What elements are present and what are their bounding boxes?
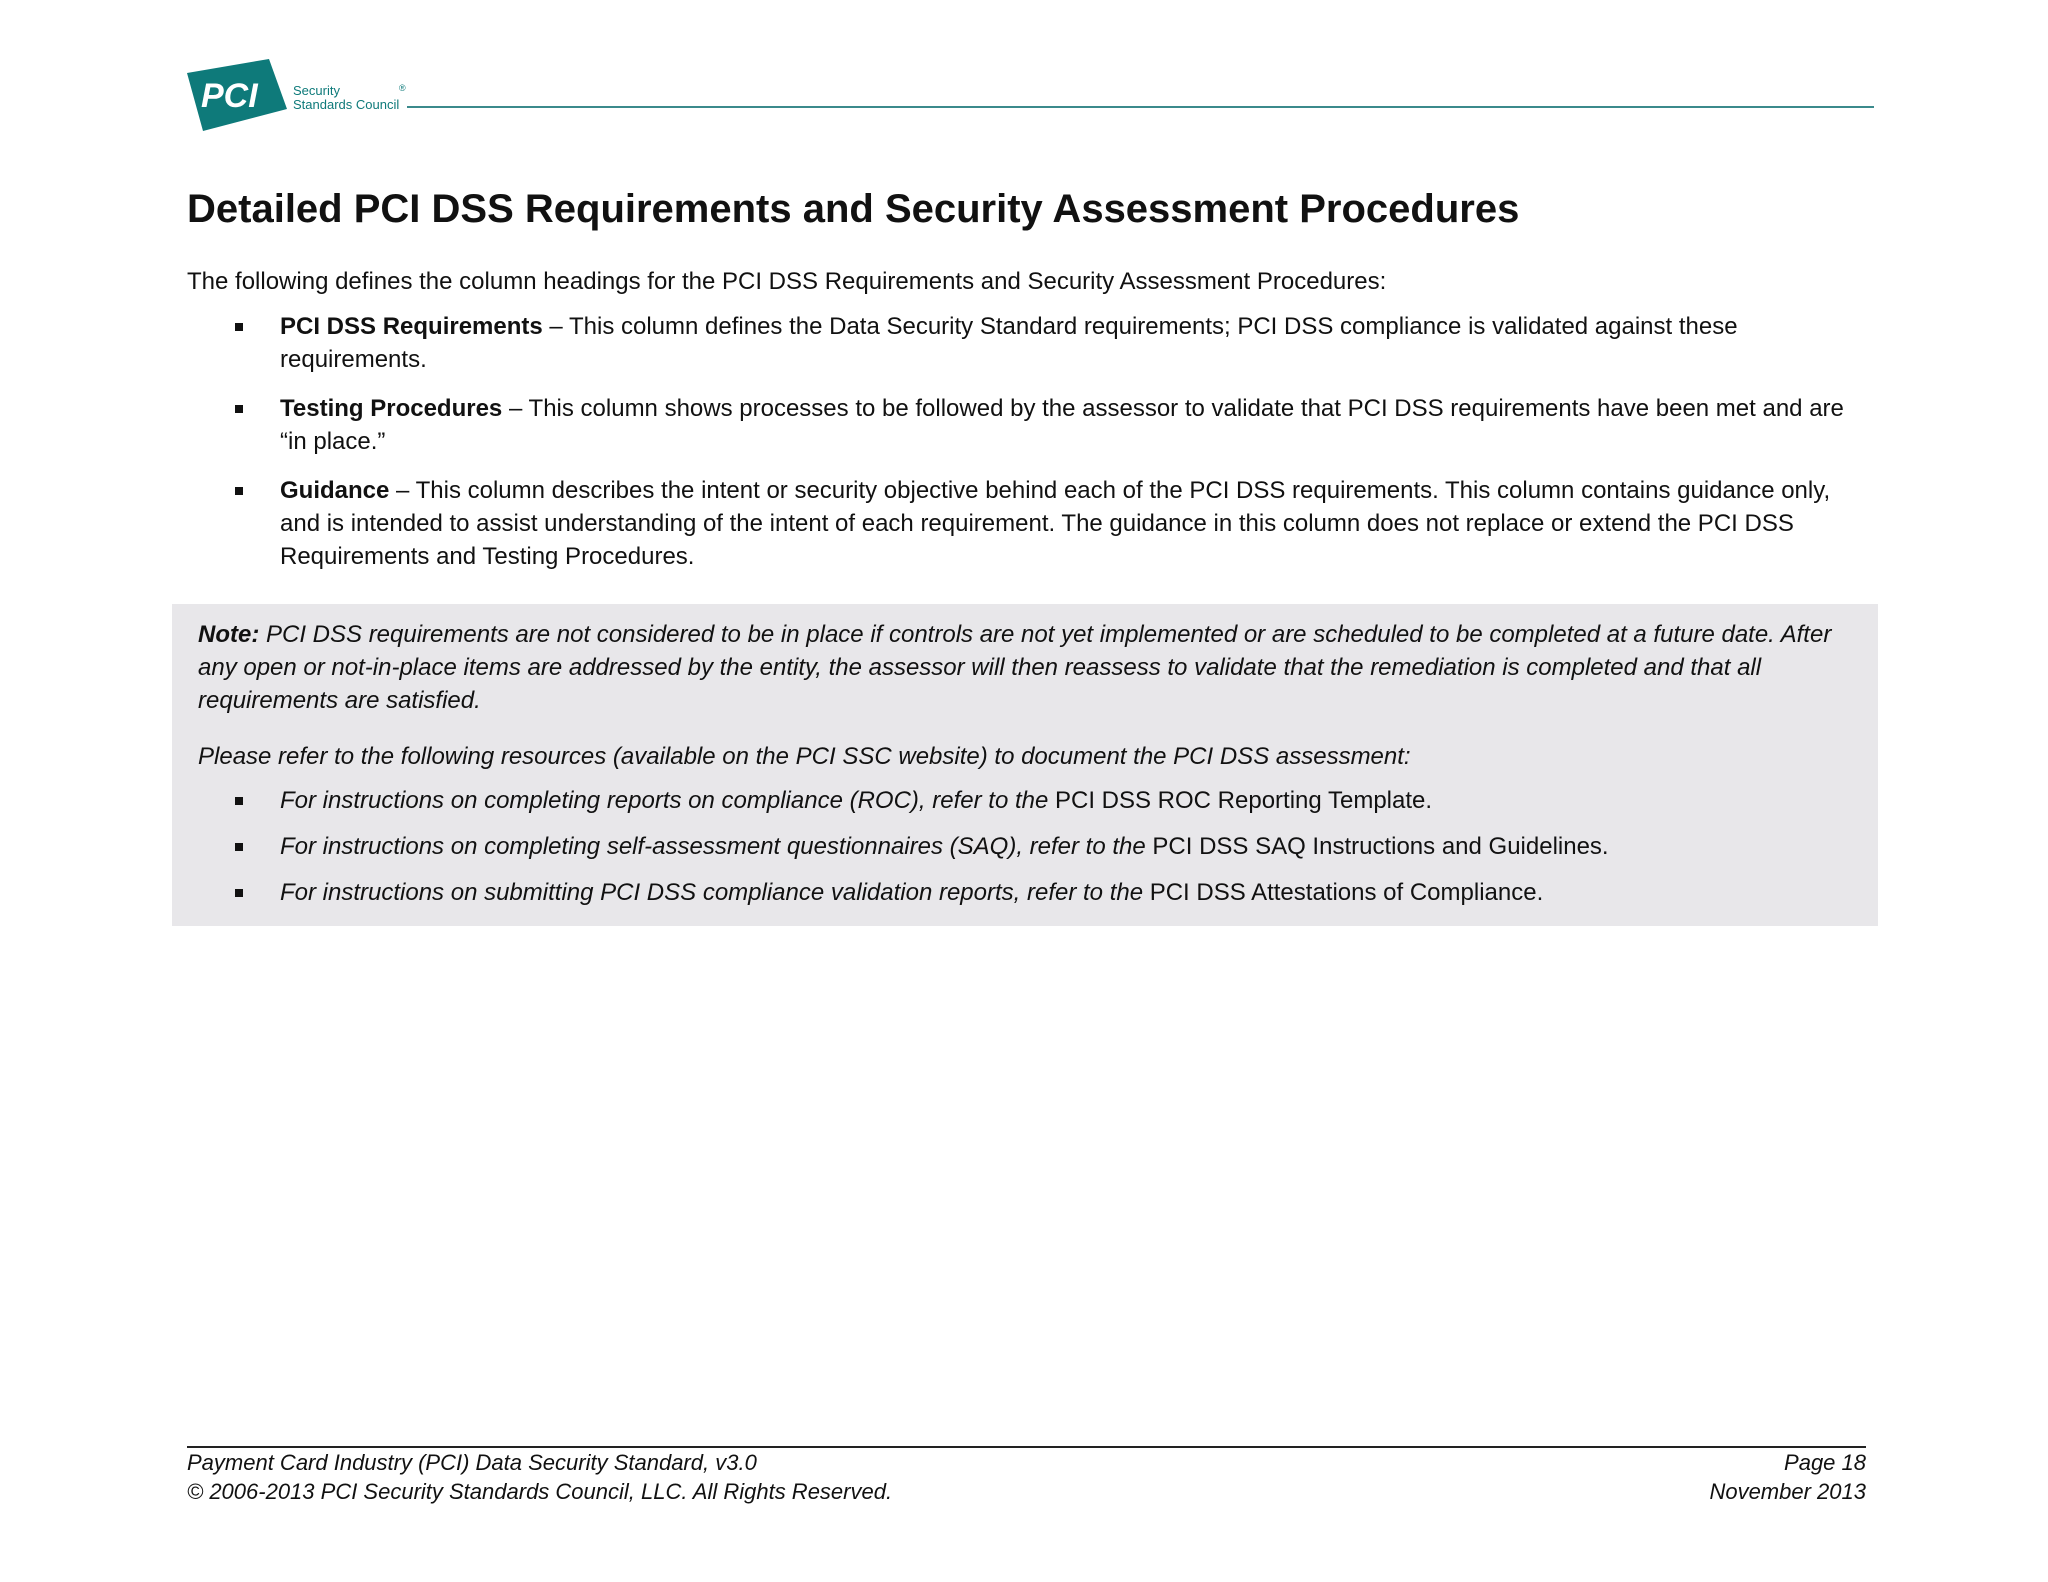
pci-logo-letters: PCI (201, 77, 258, 115)
resources-intro: Please refer to the following resources (available on the PCI SSC website) to document the PCI DSS assessment: (198, 743, 1411, 770)
definition-text: – This column describes the intent or security objective behind each of the PCI DSS requirements. This column contains guidance only, and is intended to assist understanding of the intent of each requirement. The guidance in this column does not replace or extend the PCI DSS Requirements and Testing Procedures. (280, 477, 1831, 570)
footer-document-title: Payment Card Industry (PCI) Data Security Standard, v3.0 (187, 1450, 757, 1475)
resource-item (172, 830, 1862, 863)
resource-document-name: PCI DSS ROC Reporting Template. (1054, 787, 1433, 814)
square-bullet-icon (235, 843, 243, 851)
definition-term: PCI DSS Requirements (280, 313, 543, 340)
column-definitions-list (187, 310, 1867, 589)
definition-item (187, 474, 1867, 573)
square-bullet-icon (235, 323, 243, 331)
resource-document-name: PCI DSS SAQ Instructions and Guidelines. (1152, 833, 1609, 860)
definition-text: – This column defines the Data Security Standard requirements; PCI DSS compliance is validated against these requirements. (280, 313, 1738, 373)
definition-item (187, 392, 1867, 458)
resource-text: For instructions on completing self-assessment questionnaires (SAQ), refer to the (280, 833, 1153, 860)
note-paragraph (198, 618, 1858, 717)
square-bullet-icon (235, 487, 243, 495)
resource-item (172, 784, 1862, 817)
footer-date: November 2013 (1709, 1479, 1866, 1504)
definition-item (187, 310, 1867, 376)
page-title: Detailed PCI DSS Requirements and Security Assessment Procedures (187, 187, 1520, 231)
footer-row (187, 1477, 1866, 1506)
page-header (187, 56, 1874, 136)
footer-copyright: © 2006-2013 PCI Security Standards Council, LLC. All Rights Reserved. (187, 1479, 893, 1504)
footer-page-number: Page 18 (1784, 1450, 1866, 1475)
square-bullet-icon (235, 797, 243, 805)
pci-logo (187, 59, 417, 131)
header-rule (407, 106, 1874, 108)
square-bullet-icon (235, 405, 243, 413)
resource-text: For instructions on completing reports on compliance (ROC), refer to the (280, 787, 1055, 814)
page-footer (187, 1446, 1866, 1506)
pci-logo-text-line2: Standards Council (293, 97, 400, 112)
intro-paragraph: The following defines the column headings for the PCI DSS Requirements and Security Assessment Procedures: (187, 268, 1387, 295)
definition-text: – This column shows processes to be followed by the assessor to validate that PCI DSS requirements have been met and are “in place.” (280, 395, 1844, 455)
note-box (172, 604, 1878, 926)
footer-row (187, 1448, 1866, 1477)
pci-logo-text-line1: Security (293, 83, 340, 98)
resource-text: For instructions on submitting PCI DSS compliance validation reports, refer to the (280, 879, 1150, 906)
definition-term: Guidance (280, 477, 390, 504)
definition-term: Testing Procedures (280, 395, 503, 422)
resource-item (172, 876, 1862, 909)
resource-document-name: PCI DSS Attestations of Compliance. (1149, 879, 1544, 906)
pci-logo-registered: ® (399, 83, 406, 93)
note-text: PCI DSS requirements are not considered to be in place if controls are not yet implemented or are scheduled to be completed at a future date. After any open or not-in-place items are addressed by the entity, the assessor will then reassess to validate that the remediation is completed and that all requirements are satisfied. (198, 621, 1832, 714)
resources-list (172, 784, 1862, 922)
square-bullet-icon (235, 889, 243, 897)
note-label: Note: (198, 621, 260, 648)
